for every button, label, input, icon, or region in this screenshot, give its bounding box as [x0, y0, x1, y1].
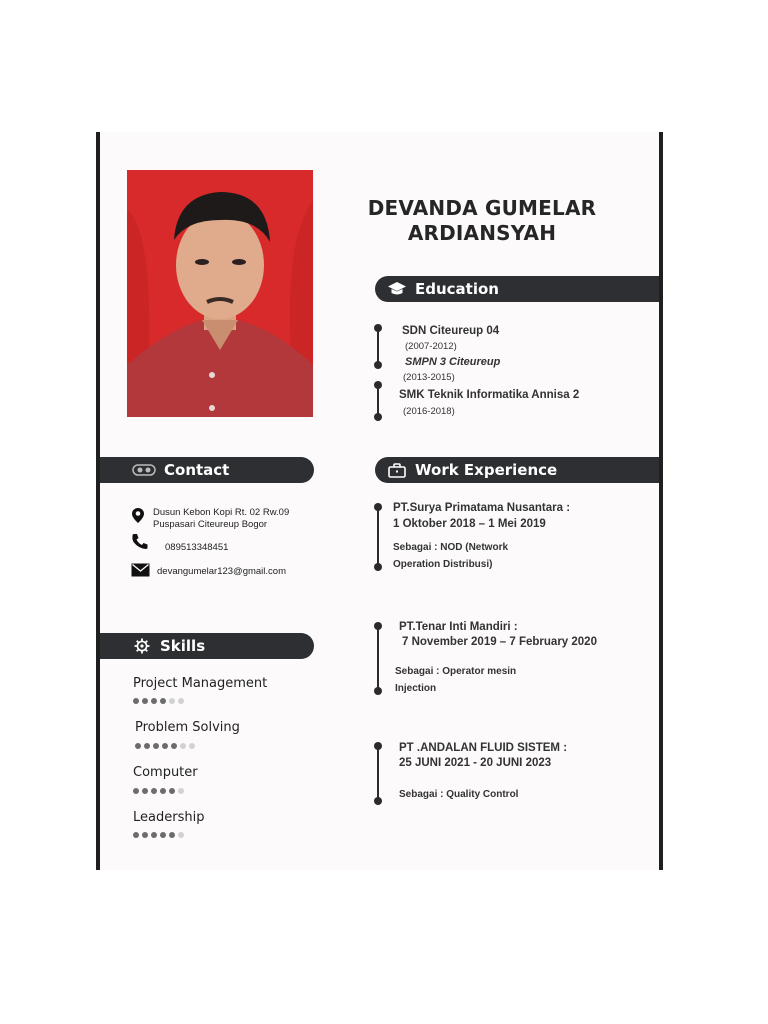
contact-header [100, 457, 314, 483]
phone-icon [131, 533, 149, 555]
full-name [352, 196, 612, 246]
education-school: SMPN 3 Citeureup [405, 356, 501, 368]
skill-name: Problem Solving [135, 720, 240, 735]
education-school: SMK Teknik Informatika Annisa 2 [399, 389, 580, 401]
graduation-cap-icon [387, 281, 407, 297]
skills-header [100, 633, 314, 659]
rating-dot-empty [178, 832, 184, 838]
work-company: PT.Surya Primatama Nusantara : [393, 502, 571, 514]
rating-dot-filled [135, 743, 141, 749]
work-company: PT .ANDALAN FLUID SISTEM : [399, 742, 568, 754]
contact-address-line-2: Puspasari Citeureup Bogor [153, 519, 268, 530]
contact-header-label: Contact [164, 461, 230, 479]
rating-dot-filled [160, 788, 166, 794]
contact-address-line-1: Dusun Kebon Kopi Rt. 02 Rw.09 [153, 507, 290, 518]
timeline-line [377, 507, 379, 567]
rating-dot-empty [189, 743, 195, 749]
work-experience-header [375, 457, 659, 483]
briefcase-icon [387, 462, 407, 478]
timeline-dot [374, 563, 382, 571]
rating-dot-empty [180, 743, 186, 749]
skill-rating [133, 832, 184, 838]
timeline-line [377, 746, 379, 800]
rating-dot-filled [171, 743, 177, 749]
work-role: Sebagai : Operator mesin [395, 666, 517, 677]
contact-email[interactable]: devangumelar123@gmail.com [157, 566, 286, 577]
rating-dot-filled [142, 698, 148, 704]
work-period: 25 JUNI 2021 - 20 JUNI 2023 [399, 757, 552, 769]
timeline-dot [374, 324, 382, 332]
timeline-dot [374, 622, 382, 630]
work-role: Injection [395, 683, 437, 694]
skill-name: Project Management [133, 676, 268, 691]
name-line-2: ARDIANSYAH [407, 221, 557, 245]
work-period: 1 Oktober 2018 – 1 Mei 2019 [393, 518, 546, 530]
email-icon [131, 563, 150, 582]
timeline-dot [374, 797, 382, 805]
work-company: PT.Tenar Inti Mandiri : [399, 621, 518, 633]
rating-dot-filled [133, 788, 139, 794]
work-period: 7 November 2019 – 7 February 2020 [402, 636, 597, 648]
rating-dot-filled [153, 743, 159, 749]
profile-photo [127, 170, 313, 417]
rating-dot-empty [169, 698, 175, 704]
skill-rating [133, 788, 184, 794]
name-line-1: DEVANDA GUMELAR [367, 196, 597, 220]
contact-logo-icon [132, 462, 156, 478]
skill-name: Leadership [133, 810, 205, 825]
timeline-line [377, 626, 379, 690]
work-experience-header-label: Work Experience [415, 461, 558, 479]
rating-dot-filled [169, 788, 175, 794]
work-role: Sebagai : Quality Control [399, 789, 519, 800]
rating-dot-empty [178, 788, 184, 794]
skill-rating [135, 743, 195, 749]
location-pin-icon [131, 507, 145, 529]
education-years: (2007-2012) [405, 341, 457, 352]
rating-dot-filled [160, 832, 166, 838]
rating-dot-filled [133, 698, 139, 704]
skill-rating [133, 698, 184, 704]
timeline-dot [374, 742, 382, 750]
rating-dot-filled [144, 743, 150, 749]
rating-dot-filled [162, 743, 168, 749]
timeline-dot [374, 503, 382, 511]
rating-dot-filled [142, 788, 148, 794]
timeline-dot [374, 361, 382, 369]
timeline-dot [374, 381, 382, 389]
timeline-dot [374, 413, 382, 421]
rating-dot-filled [133, 832, 139, 838]
work-role: Sebagai : NOD (Network [393, 542, 509, 553]
skill-name: Computer [133, 765, 198, 780]
timeline-line [377, 328, 379, 364]
timeline-dot [374, 687, 382, 695]
work-role: Operation Distribusi) [393, 559, 493, 570]
education-school: SDN Citeureup 04 [402, 325, 500, 337]
education-header-label: Education [415, 280, 499, 298]
education-header [375, 276, 659, 302]
rating-dot-filled [151, 698, 157, 704]
rating-dot-filled [142, 832, 148, 838]
rating-dot-empty [178, 698, 184, 704]
education-years: (2016-2018) [403, 406, 455, 417]
contact-phone: 089513348451 [165, 542, 229, 553]
rating-dot-filled [169, 832, 175, 838]
rating-dot-filled [160, 698, 166, 704]
rating-dot-filled [151, 788, 157, 794]
education-years: (2013-2015) [403, 372, 455, 383]
skills-header-label: Skills [160, 637, 206, 655]
rating-dot-filled [151, 832, 157, 838]
gear-icon [132, 638, 152, 654]
